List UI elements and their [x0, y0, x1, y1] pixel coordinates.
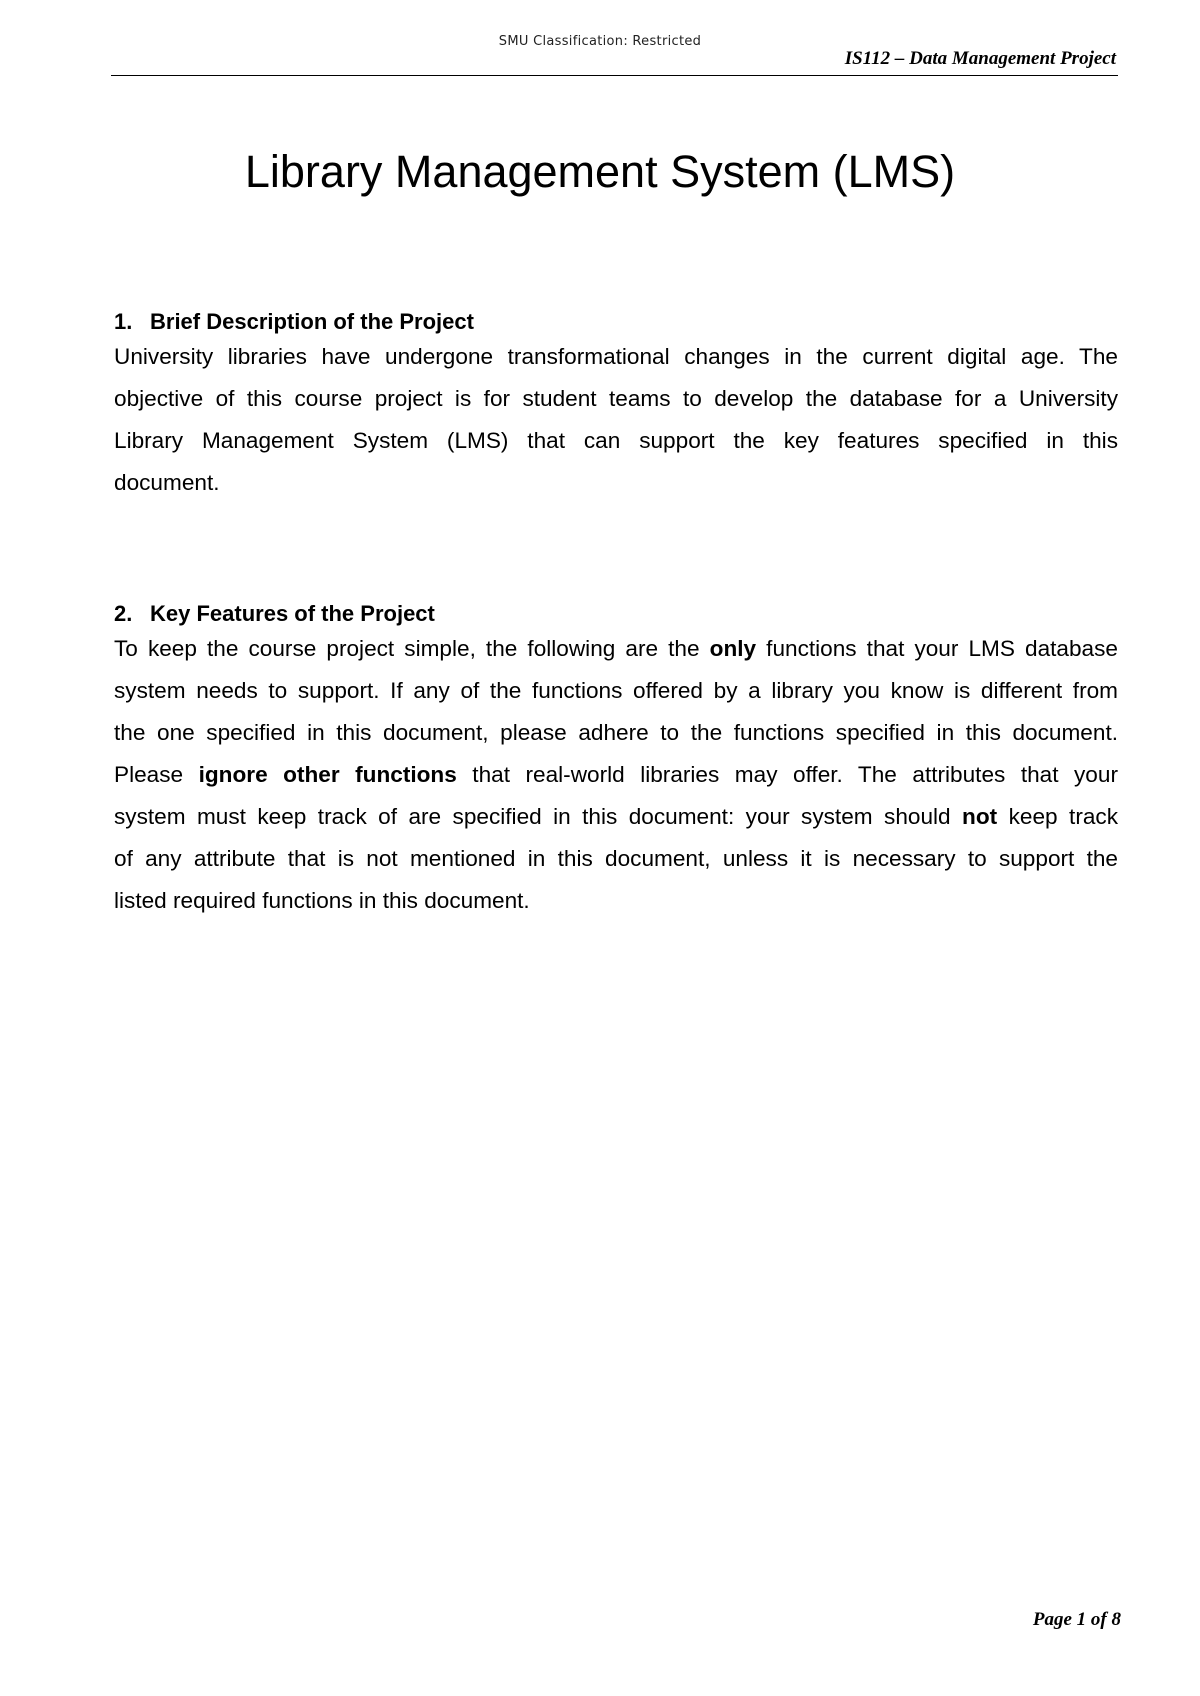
line-text: keep track: [997, 804, 1118, 829]
classification-label: SMU Classification: Restricted: [498, 34, 702, 49]
course-header-title: IS112 – Data Management Project: [844, 48, 1116, 69]
paragraph-line: Library Management System (LMS) that can support the key features specified in this: [114, 428, 1118, 453]
section-heading: [114, 599, 1118, 628]
section-key-features: [114, 599, 1118, 922]
paragraph-line: objective of this course project is for student teams to develop the database for a University: [114, 386, 1118, 411]
line-text: To keep the course project simple, the following are the: [114, 636, 710, 661]
section-number: 2.: [114, 601, 133, 626]
section-number: 1.: [114, 309, 133, 334]
paragraph-line: document.: [114, 470, 220, 495]
emphasis-text: only: [709, 636, 757, 661]
paragraph-line: [114, 796, 1118, 838]
emphasis-text: not: [962, 804, 998, 829]
line-text: Please: [114, 762, 199, 787]
line-text: the one specified in this document, please adhere to the functions specified in this document.: [114, 720, 1118, 745]
line-text: of any attribute that is not mentioned in this document, unless it is necessary to support the: [114, 846, 1118, 871]
line-text: system needs to support. If any of the functions offered by a library you know is different from: [114, 678, 1118, 703]
document-title: Library Management System (LMS): [244, 146, 956, 197]
section-paragraph: [114, 628, 1118, 922]
header-divider: [111, 75, 1118, 76]
paragraph-line: [114, 880, 1118, 922]
line-text: listed required functions in this document.: [114, 888, 530, 913]
section-heading-text: Key Features of the Project: [150, 601, 435, 626]
section-heading: [114, 307, 1118, 336]
paragraph-line: [114, 628, 1118, 670]
section-heading-text: Brief Description of the Project: [150, 309, 474, 334]
page-number: Page 1 of 8: [1032, 1609, 1121, 1630]
line-text: functions that your LMS database: [756, 636, 1118, 661]
paragraph-line: University libraries have undergone transformational changes in the current digital age. The: [114, 344, 1118, 369]
section-brief-description: [114, 307, 1118, 504]
section-paragraph: [114, 336, 1118, 504]
paragraph-line: [114, 838, 1118, 880]
paragraph-line: [114, 754, 1118, 796]
line-text: that real-world libraries may offer. The attributes that your: [456, 762, 1118, 787]
paragraph-line: [114, 670, 1118, 712]
paragraph-line: [114, 712, 1118, 754]
line-text: system must keep track of are specified in this document: your system should: [114, 804, 963, 829]
emphasis-text: ignore other functions: [198, 762, 457, 787]
